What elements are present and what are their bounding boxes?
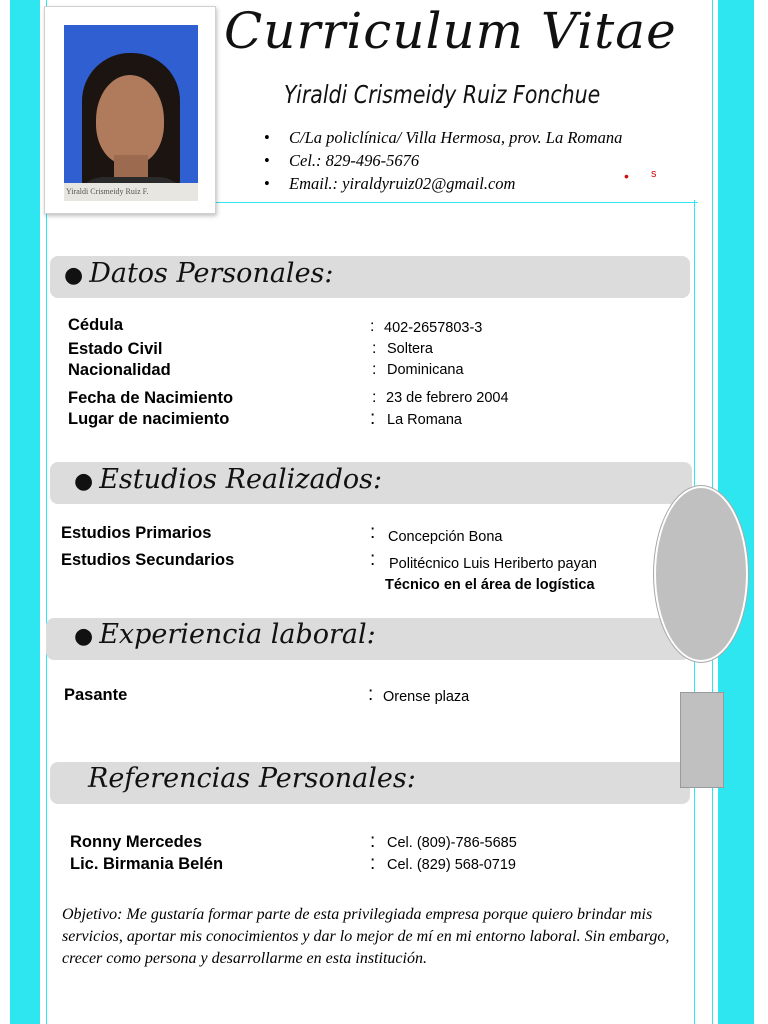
studies-value-secundarios: Politécnico Luis Heriberto payan: [389, 556, 597, 572]
photo-caption: Yiraldi Crismeidy Ruiz F.: [64, 183, 198, 201]
section-experience-title-text: Experiencia laboral:: [99, 619, 376, 650]
reference-colon-2: :: [370, 853, 376, 874]
personal-colon-cedula: :: [370, 318, 375, 335]
personal-colon-fecha-nacimiento: :: [372, 389, 377, 406]
candidate-name: Yiraldi Crismeidy Ruiz Fonchue: [284, 80, 601, 109]
objective-paragraph: Objetivo: Me gustaría formar parte de esta privilegiada empresa porque quiero brindar mis servicios, aportar mis conocimientos y dar lo mejor de mí en mi entorno laboral. Sin embargo, crecer como persona y desarrollarme en esta institución.: [62, 906, 670, 967]
studies-value-primarios: Concepción Bona: [388, 529, 503, 545]
personal-label-estado-civil: Estado Civil: [68, 340, 163, 358]
section-studies-title: [74, 464, 382, 495]
header-divider: [214, 202, 698, 203]
section-bullet-icon: ●: [64, 263, 84, 288]
left-accent-stripe: [10, 0, 40, 1024]
red-s-marker: s: [651, 168, 657, 180]
personal-value-lugar-nacimiento: La Romana: [387, 412, 462, 428]
decorative-rectangle-shape: [680, 692, 724, 788]
personal-label-cedula: Cédula: [68, 316, 124, 334]
personal-value-estado-civil: Soltera: [387, 341, 433, 357]
studies-label-secundarios: Estudios Secundarios: [61, 551, 235, 569]
personal-value-fecha-nacimiento: 23 de febrero 2004: [386, 390, 509, 406]
contact-list: [264, 126, 622, 195]
personal-value-nacionalidad: Dominicana: [387, 362, 464, 378]
experience-value-pasante: Orense plaza: [383, 689, 470, 705]
personal-label-lugar-nacimiento: Lugar de nacimiento: [68, 410, 230, 428]
studies-colon-secundarios: :: [370, 549, 376, 570]
reference-label-1: Ronny Mercedes: [70, 833, 203, 851]
section-bullet-icon: ●: [74, 469, 94, 494]
profile-photo: [64, 25, 198, 201]
red-bullet-marker: •: [624, 168, 629, 184]
document-title: Curriculum Vitae: [224, 2, 677, 60]
reference-value-1: Cel. (809)-786-5685: [387, 835, 517, 851]
section-personal-title: [64, 258, 334, 289]
contact-address: • C/La policlínica/ Villa Hermosa, prov. La Romana: [264, 126, 622, 149]
contact-email: • Email.: yiraldyruiz02@gmail.com: [264, 172, 622, 195]
section-experience-title: [74, 619, 376, 650]
studies-label-primarios: Estudios Primarios: [61, 524, 212, 542]
experience-label-pasante: Pasante: [64, 686, 128, 704]
reference-value-2: Cel. (829) 568-0719: [387, 857, 516, 873]
personal-colon-lugar-nacimiento: :: [370, 408, 376, 429]
personal-colon-nacionalidad: :: [372, 361, 377, 378]
decorative-oval-shape: [654, 486, 748, 662]
personal-label-nacionalidad: Nacionalidad: [68, 361, 171, 379]
reference-label-2: Lic. Birmania Belén: [70, 855, 224, 873]
section-bullet-icon: ●: [74, 624, 94, 649]
studies-value-technical: Técnico en el área de logística: [385, 577, 595, 593]
section-references-title: [88, 763, 416, 794]
section-studies-title-text: Estudios Realizados:: [99, 464, 383, 495]
studies-colon-primarios: :: [370, 522, 376, 543]
personal-colon-estado-civil: :: [372, 340, 377, 357]
reference-colon-1: :: [370, 831, 376, 852]
section-references-title-text: Referencias Personales:: [88, 763, 416, 794]
experience-colon-pasante: :: [368, 684, 374, 705]
profile-photo-frame: [44, 6, 216, 214]
personal-label-fecha-nacimiento: Fecha de Nacimiento: [68, 389, 234, 407]
contact-phone: • Cel.: 829-496-5676: [264, 149, 622, 172]
personal-value-cedula: 402-2657803-3: [384, 320, 483, 336]
section-personal-title-text: Datos Personales:: [89, 258, 334, 289]
